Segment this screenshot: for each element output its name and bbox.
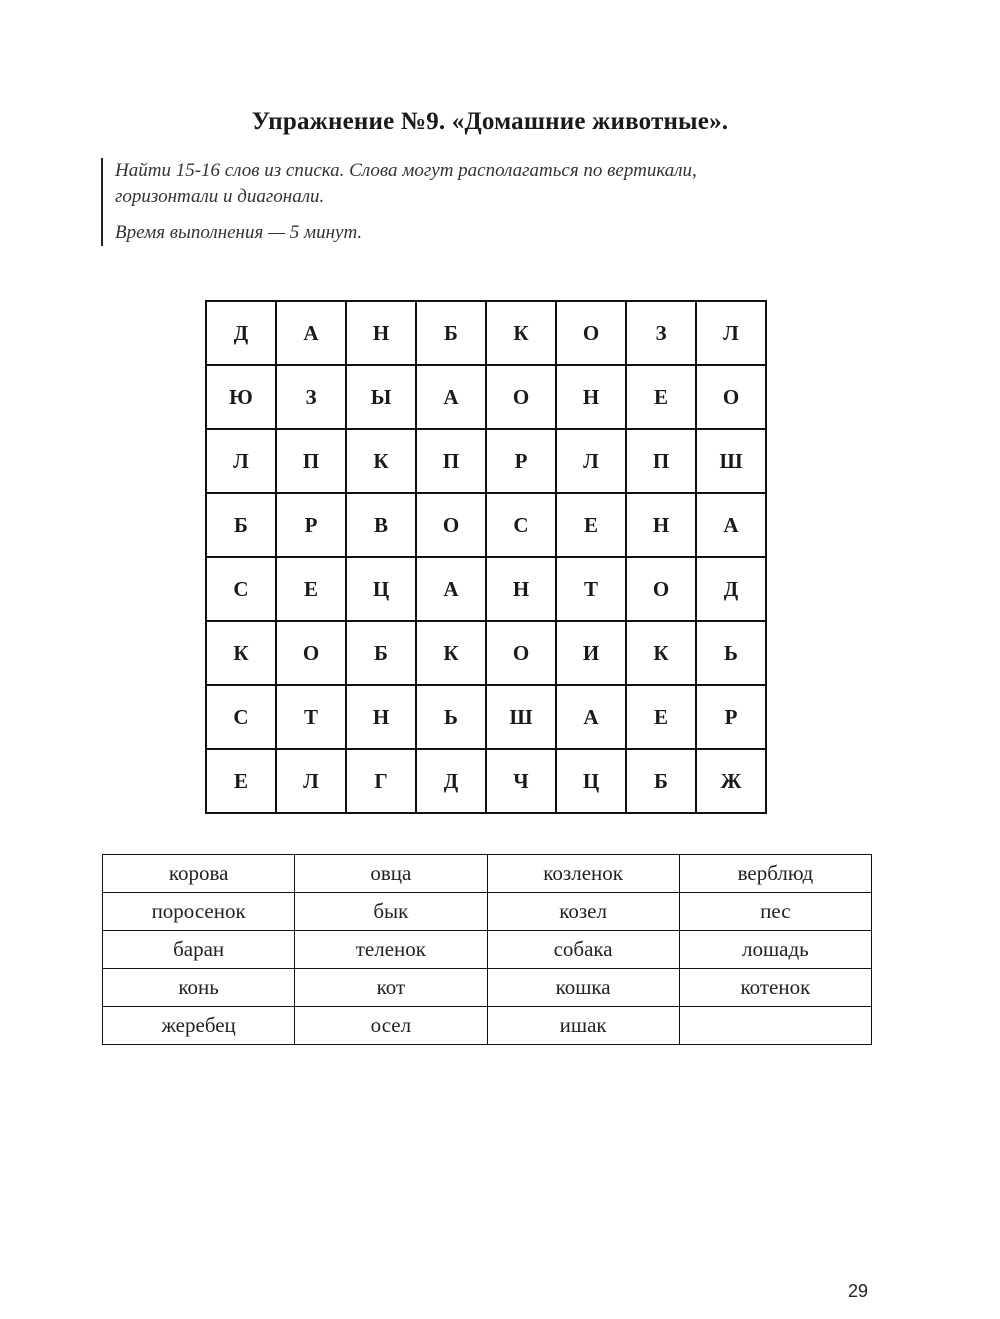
word-cell: теленок: [295, 931, 487, 969]
word-list-table: [102, 854, 872, 1045]
word-cell: верблюд: [679, 855, 871, 893]
grid-cell[interactable]: Ы: [346, 365, 416, 429]
grid-cell[interactable]: Е: [556, 493, 626, 557]
word-cell: козел: [487, 893, 679, 931]
grid-cell[interactable]: А: [276, 301, 346, 365]
grid-cell[interactable]: О: [276, 621, 346, 685]
word-cell: собака: [487, 931, 679, 969]
grid-cell[interactable]: О: [626, 557, 696, 621]
grid-cell[interactable]: С: [206, 557, 276, 621]
word-cell: осел: [295, 1007, 487, 1045]
page-title: Упражнение №9. «Домашние животные».: [251, 108, 729, 135]
grid-cell[interactable]: Д: [696, 557, 766, 621]
grid-cell[interactable]: А: [416, 365, 486, 429]
word-cell: овца: [295, 855, 487, 893]
grid-cell[interactable]: Л: [206, 429, 276, 493]
grid-cell[interactable]: И: [556, 621, 626, 685]
grid-row: [206, 429, 766, 493]
word-cell: лошадь: [679, 931, 871, 969]
grid-cell[interactable]: Ц: [556, 749, 626, 813]
grid-cell[interactable]: К: [416, 621, 486, 685]
word-cell: кот: [295, 969, 487, 1007]
grid-cell[interactable]: К: [346, 429, 416, 493]
grid-cell[interactable]: В: [346, 493, 416, 557]
grid-row: [206, 685, 766, 749]
grid-cell[interactable]: Е: [276, 557, 346, 621]
grid-cell[interactable]: Ю: [206, 365, 276, 429]
grid-cell[interactable]: С: [486, 493, 556, 557]
instructions-line: горизонтали и диагонали.: [115, 186, 325, 207]
word-row: [103, 1007, 872, 1045]
grid-cell[interactable]: З: [626, 301, 696, 365]
grid-cell[interactable]: Д: [206, 301, 276, 365]
grid-cell[interactable]: Л: [276, 749, 346, 813]
grid-cell[interactable]: Л: [696, 301, 766, 365]
grid-cell[interactable]: П: [416, 429, 486, 493]
grid-cell[interactable]: Ш: [486, 685, 556, 749]
grid-row: [206, 301, 766, 365]
grid-cell[interactable]: О: [486, 621, 556, 685]
grid-cell[interactable]: А: [416, 557, 486, 621]
grid-row: [206, 621, 766, 685]
grid-cell[interactable]: С: [206, 685, 276, 749]
grid-cell[interactable]: О: [696, 365, 766, 429]
grid-cell[interactable]: Г: [346, 749, 416, 813]
grid-cell[interactable]: Ж: [696, 749, 766, 813]
grid-cell[interactable]: Р: [696, 685, 766, 749]
grid-cell[interactable]: Н: [556, 365, 626, 429]
grid-cell[interactable]: Т: [556, 557, 626, 621]
word-cell: жеребец: [103, 1007, 295, 1045]
grid-cell[interactable]: О: [416, 493, 486, 557]
word-cell: котенок: [679, 969, 871, 1007]
grid-cell[interactable]: Л: [556, 429, 626, 493]
grid-cell[interactable]: Б: [416, 301, 486, 365]
grid-row: [206, 365, 766, 429]
grid-row: [206, 749, 766, 813]
grid-cell[interactable]: П: [626, 429, 696, 493]
grid-cell[interactable]: Д: [416, 749, 486, 813]
grid-cell[interactable]: Р: [276, 493, 346, 557]
grid-cell[interactable]: Е: [206, 749, 276, 813]
word-row: [103, 855, 872, 893]
grid-cell[interactable]: К: [486, 301, 556, 365]
word-row: [103, 969, 872, 1007]
grid-cell[interactable]: Н: [346, 685, 416, 749]
grid-cell[interactable]: А: [696, 493, 766, 557]
grid-cell[interactable]: Ч: [486, 749, 556, 813]
instructions-line: Найти 15-16 слов из списка. Слова могут располагаться по вертикали,: [115, 160, 697, 181]
grid-cell[interactable]: А: [556, 685, 626, 749]
grid-cell[interactable]: К: [206, 621, 276, 685]
grid-cell[interactable]: П: [276, 429, 346, 493]
grid-cell[interactable]: Н: [626, 493, 696, 557]
grid-cell[interactable]: Т: [276, 685, 346, 749]
grid-cell[interactable]: Б: [346, 621, 416, 685]
word-cell: конь: [103, 969, 295, 1007]
word-row: [103, 893, 872, 931]
word-cell: ишак: [487, 1007, 679, 1045]
word-cell: козленок: [487, 855, 679, 893]
letter-grid: [205, 300, 767, 814]
word-cell: пес: [679, 893, 871, 931]
grid-cell[interactable]: Р: [486, 429, 556, 493]
grid-cell[interactable]: Ш: [696, 429, 766, 493]
word-cell: кошка: [487, 969, 679, 1007]
grid-cell[interactable]: Н: [486, 557, 556, 621]
grid-cell[interactable]: О: [556, 301, 626, 365]
page-number: 29: [848, 1281, 869, 1301]
word-cell: баран: [103, 931, 295, 969]
grid-cell[interactable]: О: [486, 365, 556, 429]
grid-cell[interactable]: Б: [206, 493, 276, 557]
time-limit-text: Время выполнения — 5 минут.: [115, 222, 363, 243]
grid-cell[interactable]: Ь: [696, 621, 766, 685]
word-cell: бык: [295, 893, 487, 931]
grid-cell[interactable]: Н: [346, 301, 416, 365]
grid-cell[interactable]: К: [626, 621, 696, 685]
grid-cell[interactable]: Ц: [346, 557, 416, 621]
instructions-block: [101, 158, 875, 246]
grid-cell[interactable]: З: [276, 365, 346, 429]
word-cell: корова: [103, 855, 295, 893]
grid-cell[interactable]: Е: [626, 365, 696, 429]
word-row: [103, 931, 872, 969]
grid-row: [206, 493, 766, 557]
word-cell-empty: [679, 1007, 871, 1045]
grid-cell[interactable]: Б: [626, 749, 696, 813]
grid-row: [206, 557, 766, 621]
word-cell: поросенок: [103, 893, 295, 931]
grid-cell[interactable]: Е: [626, 685, 696, 749]
grid-cell[interactable]: Ь: [416, 685, 486, 749]
